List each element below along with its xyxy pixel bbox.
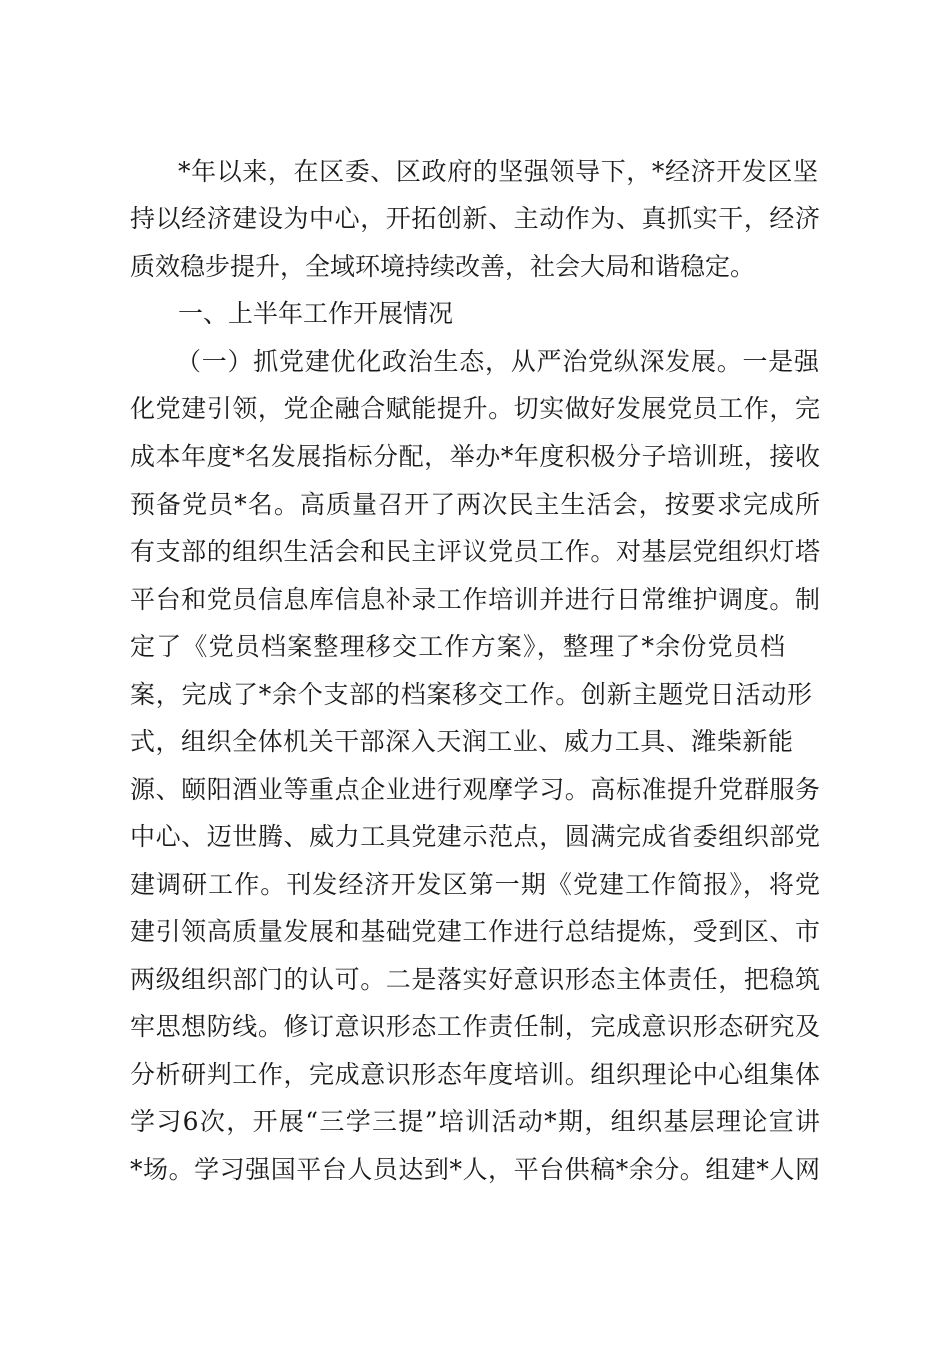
paragraph-2-line-8: 案，完成了*余个支部的档案移交工作。创新主题党日活动形	[130, 680, 812, 709]
paragraph-2-line-13: 建引领高质量发展和基础党建工作进行总结提炼，受到区、市	[130, 917, 820, 946]
section-heading: 一、上半年工作开展情况	[178, 299, 454, 328]
paragraph-1-line-3: 质效稳步提升，全域环境持续改善，社会大局和谐稳定。	[130, 252, 756, 281]
paragraph-2-line-5: 有支部的组织生活会和民主评议党员工作。对基层党组织灯塔	[130, 537, 820, 566]
paragraph-2-line-4: 预备党员*名。高质量召开了两次民主生活会，按要求完成所	[130, 490, 820, 519]
paragraph-2-line-3: 成本年度*名发展指标分配，举办*年度积极分子培训班，接收	[130, 442, 820, 471]
paragraph-2-line-7: 定了《党员档案整理移交工作方案》，整理了*余份党员档	[130, 632, 785, 661]
paragraph-2-line-16: 分析研判工作，完成意识形态年度培训。组织理论中心组集体	[130, 1060, 820, 1089]
paragraph-2-line-10: 源、颐阳酒业等重点企业进行观摩学习。高标准提升党群服务	[130, 775, 820, 804]
paragraph-2-line-6: 平台和党员信息库信息补录工作培训并进行日常维护调度。制	[130, 585, 820, 614]
paragraph-1-line-2: 持以经济建设为中心，开拓创新、主动作为、真抓实干，经济	[130, 204, 820, 233]
paragraph-2-line-18: *场。学习强国平台人员达到*人，平台供稿*余分。组建*人网	[130, 1155, 820, 1184]
paragraph-2-line-9: 式，组织全体机关干部深入天润工业、威力工具、潍柴新能	[130, 727, 793, 756]
paragraph-2-line-12: 建调研工作。刊发经济开发区第一期《党建工作简报》，将党	[130, 870, 820, 899]
paragraph-1-line-1: *年以来，在区委、区政府的坚强领导下，*经济开发区坚	[178, 157, 818, 186]
paragraph-2-line-15: 牢思想防线。修订意识形态工作责任制，完成意识形态研究及	[130, 1012, 820, 1041]
paragraph-2-line-14: 两级组织部门的认可。二是落实好意识形态主体责任，把稳筑	[130, 965, 820, 994]
paragraph-2-line-11: 中心、迈世腾、威力工具党建示范点，圆满完成省委组织部党	[130, 822, 820, 851]
paragraph-2-line-17: 学习6次，开展“三学三提”培训活动*期，组织基层理论宣讲	[130, 1107, 820, 1136]
paragraph-2-line-1: （一）抓党建优化政治生态，从严治党纵深发展。一是强	[176, 347, 819, 376]
paragraph-2-line-2: 化党建引领，党企融合赋能提升。切实做好发展党员工作，完	[130, 394, 820, 423]
